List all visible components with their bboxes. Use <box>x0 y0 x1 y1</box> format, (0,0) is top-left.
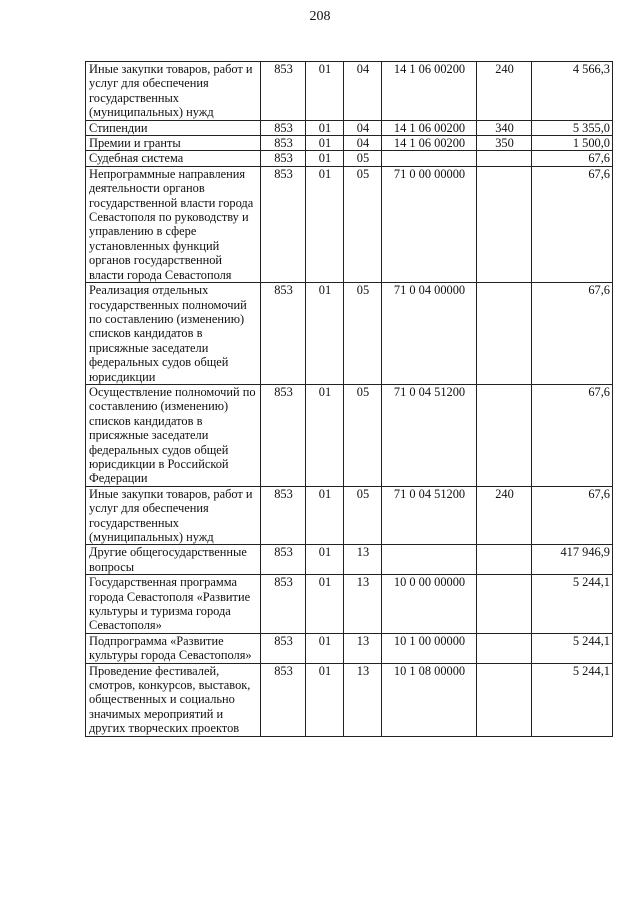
cell-csr: 10 0 00 00000 <box>382 575 477 634</box>
cell-vr: 240 <box>477 486 532 545</box>
cell-pr: 05 <box>344 486 382 545</box>
cell-pr: 04 <box>344 136 382 151</box>
cell-name: Непрограммные направления деятельности органов государственной власти города Севастополя по руководству и управлению в сфере установленных функций органов государственной власти города Севастополя <box>86 166 261 282</box>
cell-csr: 14 1 06 00200 <box>382 62 477 121</box>
cell-csr: 71 0 04 51200 <box>382 384 477 486</box>
cell-ved: 853 <box>261 283 306 385</box>
cell-rz: 01 <box>306 120 344 135</box>
cell-ved: 853 <box>261 545 306 575</box>
cell-pr: 13 <box>344 575 382 634</box>
table-row <box>86 166 613 282</box>
cell-rz: 01 <box>306 384 344 486</box>
cell-pr: 13 <box>344 663 382 736</box>
cell-name: Государственная программа города Севастополя «Развитие культуры и туризма города Севастополя» <box>86 575 261 634</box>
cell-csr: 14 1 06 00200 <box>382 120 477 135</box>
cell-name: Стипендии <box>86 120 261 135</box>
cell-ved: 853 <box>261 136 306 151</box>
cell-pr: 13 <box>344 545 382 575</box>
cell-csr: 10 1 00 00000 <box>382 633 477 663</box>
cell-name: Подпрограмма «Развитие культуры города Севастополя» <box>86 633 261 663</box>
cell-csr: 71 0 04 51200 <box>382 486 477 545</box>
table-row <box>86 663 613 736</box>
cell-csr <box>382 151 477 166</box>
table-row <box>86 62 613 121</box>
cell-rz: 01 <box>306 575 344 634</box>
cell-vr <box>477 151 532 166</box>
cell-vr <box>477 575 532 634</box>
cell-ved: 853 <box>261 62 306 121</box>
cell-sum: 67,6 <box>532 384 613 486</box>
cell-pr: 05 <box>344 384 382 486</box>
cell-sum: 417 946,9 <box>532 545 613 575</box>
budget-table <box>85 61 613 737</box>
cell-csr: 71 0 00 00000 <box>382 166 477 282</box>
cell-csr: 10 1 08 00000 <box>382 663 477 736</box>
cell-name: Иные закупки товаров, работ и услуг для обеспечения государственных (муниципальных) нужд <box>86 62 261 121</box>
cell-name: Судебная система <box>86 151 261 166</box>
cell-sum: 67,6 <box>532 151 613 166</box>
cell-rz: 01 <box>306 633 344 663</box>
cell-pr: 04 <box>344 120 382 135</box>
cell-name: Иные закупки товаров, работ и услуг для обеспечения государственных (муниципальных) нужд <box>86 486 261 545</box>
cell-name: Проведение фестивалей, смотров, конкурсов, выставок, общественных и социально значимых мероприятий и других творческих проектов <box>86 663 261 736</box>
page-number: 208 <box>309 9 331 24</box>
cell-name: Осуществление полномочий по составлению (изменению) списков кандидатов в присяжные заседатели федеральных судов общей юрисдикции в Российской Федерации <box>86 384 261 486</box>
cell-sum: 67,6 <box>532 486 613 545</box>
cell-pr: 13 <box>344 633 382 663</box>
cell-vr <box>477 545 532 575</box>
table-body <box>86 62 613 737</box>
cell-vr <box>477 384 532 486</box>
cell-vr <box>477 283 532 385</box>
table-row <box>86 575 613 634</box>
cell-pr: 05 <box>344 166 382 282</box>
cell-csr: 71 0 04 00000 <box>382 283 477 385</box>
cell-ved: 853 <box>261 151 306 166</box>
cell-sum: 67,6 <box>532 166 613 282</box>
cell-ved: 853 <box>261 633 306 663</box>
cell-ved: 853 <box>261 663 306 736</box>
cell-sum: 5 355,0 <box>532 120 613 135</box>
cell-vr: 350 <box>477 136 532 151</box>
cell-csr: 14 1 06 00200 <box>382 136 477 151</box>
table-row <box>86 136 613 151</box>
cell-sum: 67,6 <box>532 283 613 385</box>
cell-rz: 01 <box>306 663 344 736</box>
cell-vr <box>477 663 532 736</box>
cell-rz: 01 <box>306 486 344 545</box>
cell-ved: 853 <box>261 384 306 486</box>
table-row <box>86 384 613 486</box>
cell-ved: 853 <box>261 486 306 545</box>
cell-vr: 240 <box>477 62 532 121</box>
cell-rz: 01 <box>306 151 344 166</box>
table-row <box>86 151 613 166</box>
cell-rz: 01 <box>306 136 344 151</box>
cell-pr: 05 <box>344 283 382 385</box>
cell-pr: 04 <box>344 62 382 121</box>
cell-vr <box>477 166 532 282</box>
cell-vr: 340 <box>477 120 532 135</box>
cell-name: Реализация отдельных государственных полномочий по составлению (изменению) списков кандидатов в присяжные заседатели федеральных судов общей юрисдикции <box>86 283 261 385</box>
cell-pr: 05 <box>344 151 382 166</box>
cell-name: Премии и гранты <box>86 136 261 151</box>
table-row <box>86 283 613 385</box>
cell-rz: 01 <box>306 62 344 121</box>
table-row <box>86 633 613 663</box>
cell-vr <box>477 633 532 663</box>
cell-sum: 5 244,1 <box>532 575 613 634</box>
cell-ved: 853 <box>261 575 306 634</box>
cell-sum: 5 244,1 <box>532 663 613 736</box>
cell-name: Другие общегосударственные вопросы <box>86 545 261 575</box>
table-row <box>86 486 613 545</box>
cell-sum: 1 500,0 <box>532 136 613 151</box>
table-row <box>86 545 613 575</box>
cell-csr <box>382 545 477 575</box>
cell-sum: 5 244,1 <box>532 633 613 663</box>
cell-rz: 01 <box>306 545 344 575</box>
cell-rz: 01 <box>306 166 344 282</box>
cell-ved: 853 <box>261 166 306 282</box>
table-row <box>86 120 613 135</box>
cell-sum: 4 566,3 <box>532 62 613 121</box>
cell-rz: 01 <box>306 283 344 385</box>
cell-ved: 853 <box>261 120 306 135</box>
